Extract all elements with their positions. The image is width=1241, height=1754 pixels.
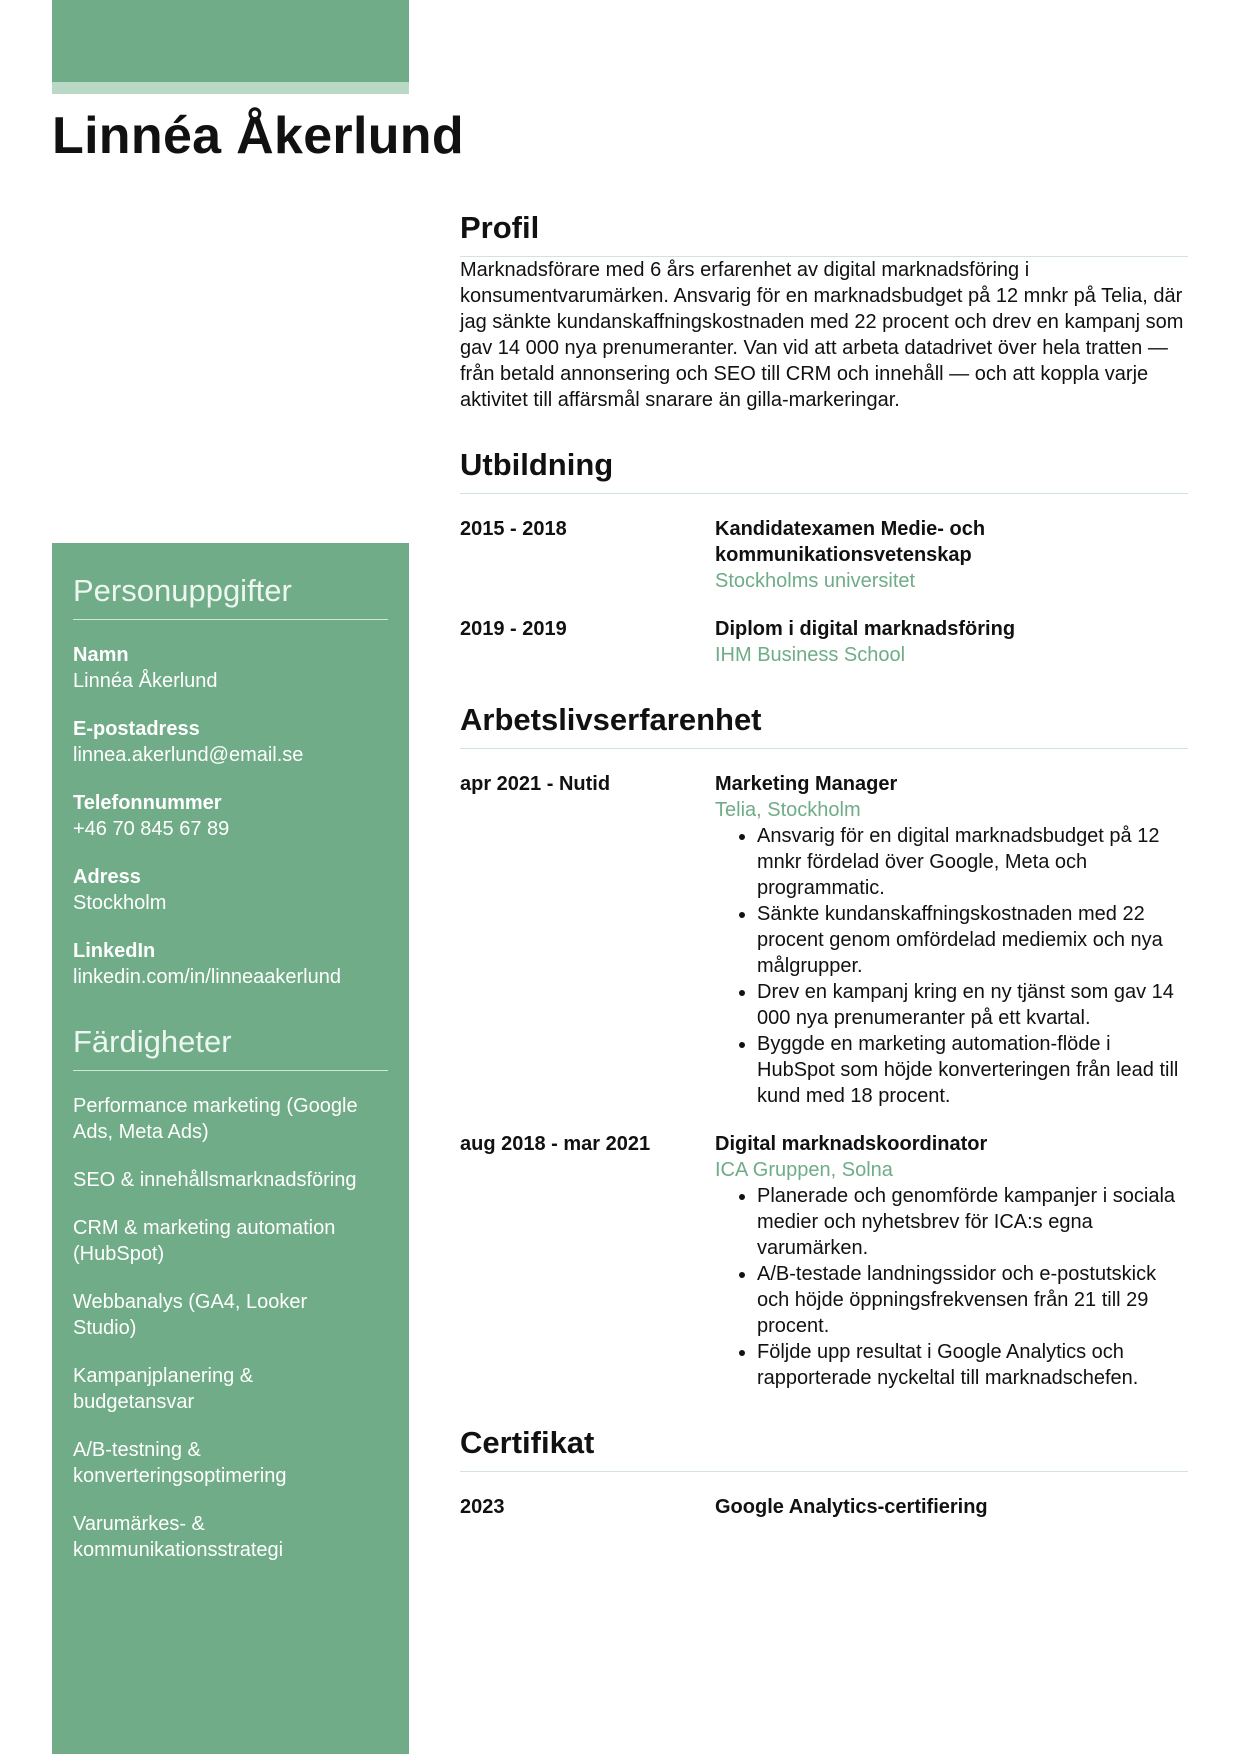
skill-item: Webbanalys (GA4, Looker Studio) bbox=[73, 1291, 308, 1339]
entry-title: Diplom i digital marknadsföring bbox=[715, 618, 1016, 640]
certificates-heading: Certifikat bbox=[460, 1425, 1188, 1472]
certificate-entry bbox=[460, 1494, 1188, 1520]
contact-item-name bbox=[73, 642, 388, 694]
profile-heading: Profil bbox=[460, 210, 1188, 257]
entry-org: Telia, Stockholm bbox=[715, 799, 861, 821]
experience-entry bbox=[460, 771, 1188, 1109]
bullet-list bbox=[715, 1183, 1188, 1391]
education-heading: Utbildning bbox=[460, 447, 1188, 494]
entry-date: 2019 - 2019 bbox=[460, 618, 567, 640]
contact-value: +46 70 845 67 89 bbox=[73, 818, 230, 840]
contact-item-phone bbox=[73, 790, 388, 842]
education-entry bbox=[460, 616, 1188, 668]
entry-title: Digital marknadskoordinator bbox=[715, 1133, 988, 1155]
main-content bbox=[460, 210, 1188, 1554]
bullet-item: • Planerade och genomförde kampanjer i sociala medier och nyhetsbrev för ICA:s egna varumärken. bbox=[757, 1183, 1188, 1261]
skill-item: Kampanjplanering & budgetansvar bbox=[73, 1365, 254, 1413]
education-list bbox=[460, 516, 1188, 668]
profile-text: Marknadsförare med 6 års erfarenhet av digital marknadsföring i konsumentvarumärken. Ansvarig för en marknadsbudget på 12 mnkr på Telia, där jag sänkte kundanskaffningskostnaden med 22 procent och drev en kampanj som gav 14 000 nya prenumeranter. Van vid att arbeta datadrivet över hela tratten — från betald annonsering och SEO till CRM och innehåll — och att koppla varje aktivitet till affärsmål snarare än gilla-markeringar. bbox=[460, 259, 1184, 411]
contact-item-email bbox=[73, 716, 388, 768]
entry-body bbox=[715, 616, 1188, 668]
experience-list bbox=[460, 771, 1188, 1391]
skill-item: Varumärkes- & kommunikationsstrategi bbox=[73, 1513, 284, 1561]
contact-value[interactable]: linkedin.com/in/linneaakerlund bbox=[73, 966, 341, 988]
entry-title: Google Analytics-certifiering bbox=[715, 1496, 988, 1518]
contact-value[interactable]: linnea.akerlund@email.se bbox=[73, 744, 304, 766]
entry-body bbox=[715, 771, 1188, 1109]
entry-org: IHM Business School bbox=[715, 644, 906, 666]
skill-item: Performance marketing (Google Ads, Meta Ads) bbox=[73, 1095, 358, 1143]
candidate-name: Linnéa Åkerlund bbox=[52, 107, 464, 165]
contact-label: E-postadress bbox=[73, 718, 200, 740]
entry-title: Marketing Manager bbox=[715, 773, 898, 795]
entry-date: 2023 bbox=[460, 1496, 505, 1518]
contact-item-address bbox=[73, 864, 388, 916]
entry-date: apr 2021 - Nutid bbox=[460, 773, 611, 795]
bullet-item: • Drev en kampanj kring en ny tjänst som gav 14 000 nya prenumeranter på ett kvartal. bbox=[757, 979, 1188, 1031]
personal-info-heading: Personuppgifter bbox=[73, 573, 388, 620]
skill-item: CRM & marketing automation (HubSpot) bbox=[73, 1217, 336, 1265]
bullet-list bbox=[715, 823, 1188, 1109]
bullet-item: • Sänkte kundanskaffningskostnaden med 22 procent genom omfördelad mediemix och nya målgrupper. bbox=[757, 901, 1188, 979]
entry-date: aug 2018 - mar 2021 bbox=[460, 1133, 651, 1155]
contact-label: LinkedIn bbox=[73, 940, 156, 962]
entry-org: Stockholms universitet bbox=[715, 570, 916, 592]
contact-label: Namn bbox=[73, 644, 129, 666]
bullet-item: • Byggde en marketing automation-flöde i HubSpot som höjde konverteringen från lead till kund med 18 procent. bbox=[757, 1031, 1188, 1109]
entry-org: ICA Gruppen, Solna bbox=[715, 1159, 893, 1181]
entry-title: Kandidatexamen Medie- och kommunikationsvetenskap bbox=[715, 518, 986, 566]
contact-value: Stockholm bbox=[73, 892, 167, 914]
bullet-item: • Följde upp resultat i Google Analytics och rapporterade nyckeltal till marknadschefen. bbox=[757, 1339, 1188, 1391]
skills-heading: Färdigheter bbox=[73, 1024, 388, 1071]
experience-entry bbox=[460, 1131, 1188, 1391]
contact-value: Linnéa Åkerlund bbox=[73, 670, 218, 692]
entry-body bbox=[715, 1131, 1188, 1391]
experience-heading: Arbetslivserfarenhet bbox=[460, 702, 1188, 749]
skill-item: SEO & innehållsmarknadsföring bbox=[73, 1169, 357, 1191]
bullet-item: • Ansvarig för en digital marknadsbudget på 12 mnkr fördelad över Google, Meta och programmatic. bbox=[757, 823, 1188, 901]
bullet-item: • A/B-testade landningssidor och e-postutskick och höjde öppningsfrekvensen från 21 till 29 procent. bbox=[757, 1261, 1188, 1339]
skill-item: A/B-testning & konverteringsoptimering bbox=[73, 1439, 287, 1487]
contact-list bbox=[73, 642, 388, 990]
certificates-list bbox=[460, 1494, 1188, 1520]
header-accent-stripe bbox=[52, 82, 409, 94]
entry-body bbox=[715, 516, 1188, 594]
contact-label: Adress bbox=[73, 866, 141, 888]
skill-list bbox=[73, 1093, 388, 1563]
entry-body bbox=[715, 1494, 1188, 1520]
education-entry bbox=[460, 516, 1188, 594]
contact-item-linkedin bbox=[73, 938, 388, 990]
sidebar bbox=[52, 543, 409, 1754]
header-accent-bar bbox=[52, 0, 409, 82]
entry-date: 2015 - 2018 bbox=[460, 518, 567, 540]
contact-label: Telefonnummer bbox=[73, 792, 222, 814]
